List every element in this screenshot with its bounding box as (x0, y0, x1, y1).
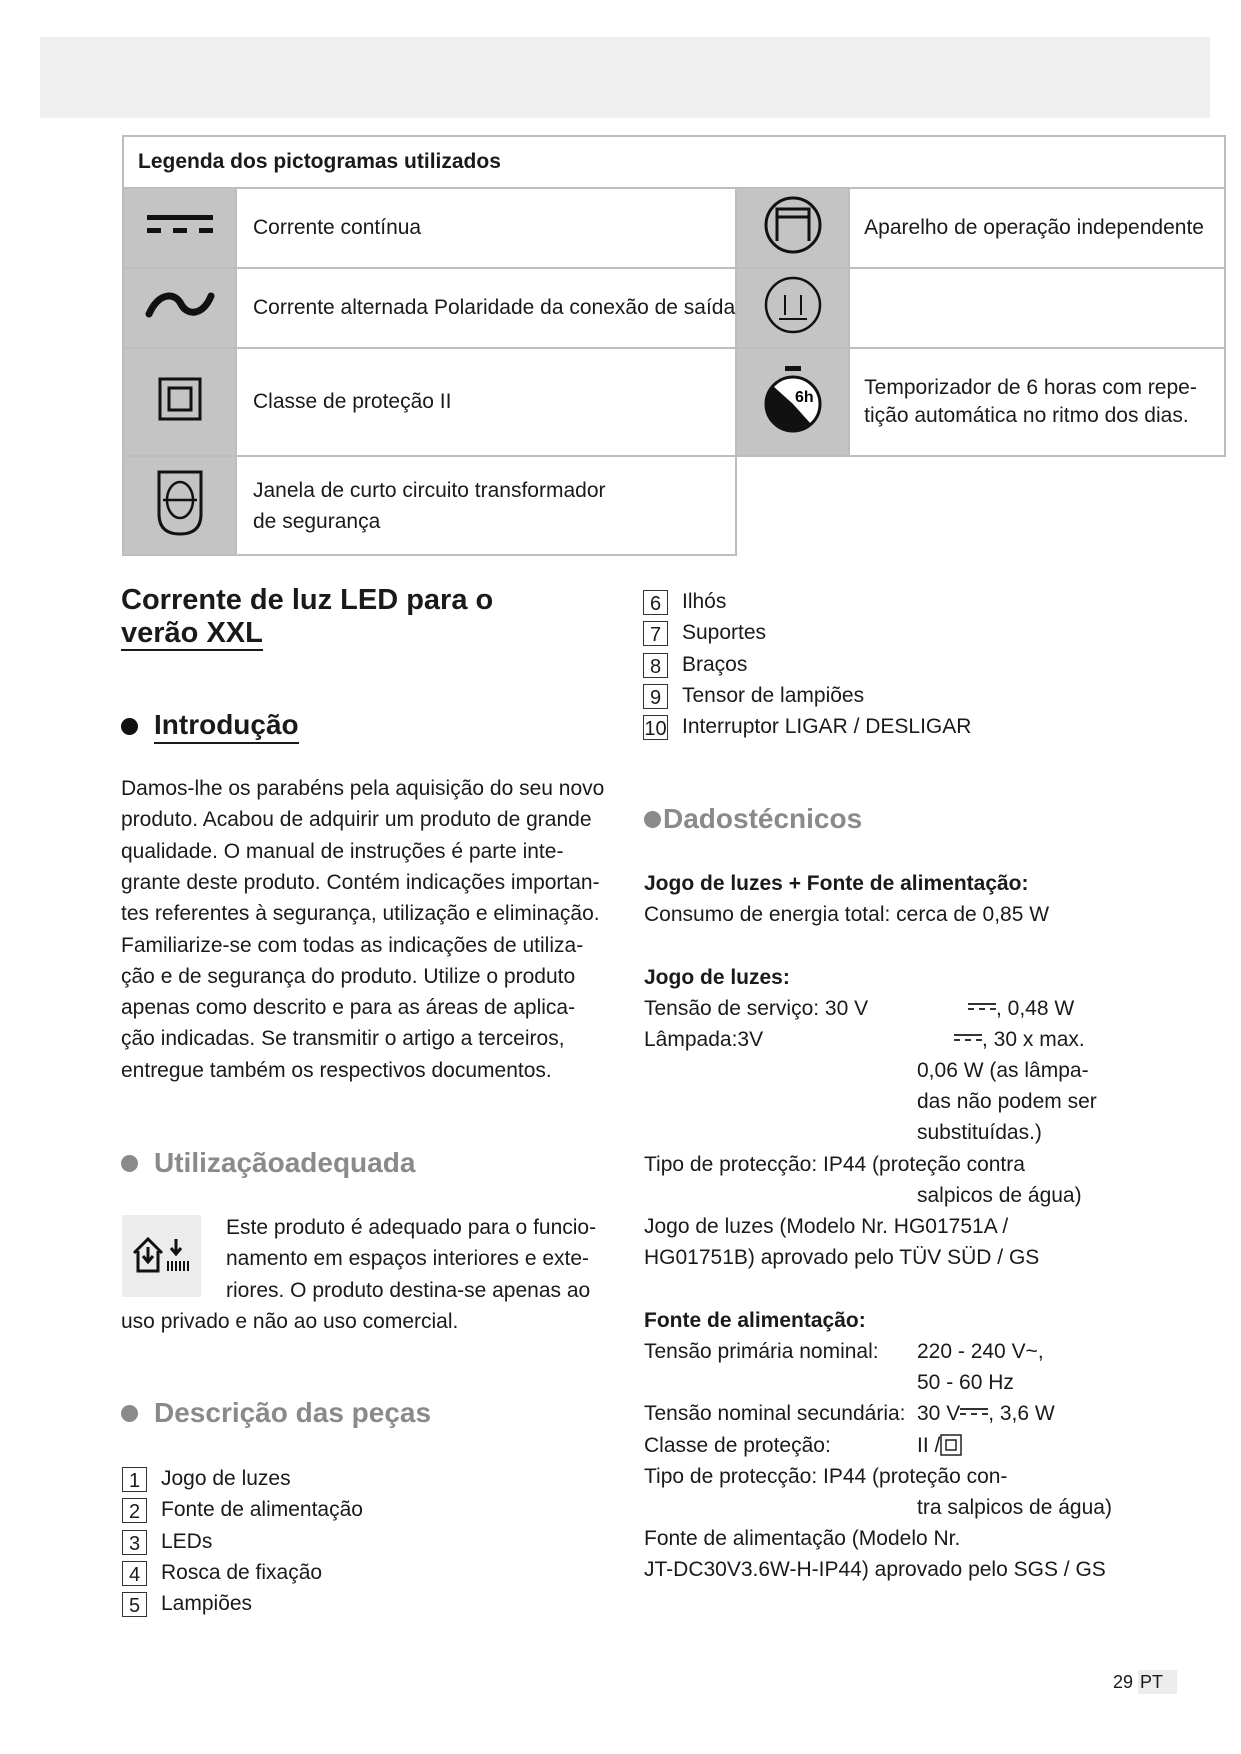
tech-line: Tipo de protecção: IP44 (proteção contra (644, 1153, 1025, 1176)
legend-title: Legenda dos pictogramas utilizados (123, 136, 1225, 188)
direct-current-icon (968, 1003, 996, 1015)
part-number: 6 (643, 590, 668, 615)
tech-line: Jogo de luzes (Modelo Nr. HG01751A / (644, 1215, 1009, 1238)
text-line: ção indicadas. Se transmitir o artigo a terceiros, (121, 1027, 565, 1051)
text-line: namento em espaços interiores e exte- (226, 1247, 590, 1271)
tech-line: HG01751B) aprovado pelo TÜV SÜD / GS (644, 1246, 1040, 1269)
part-number: 10 (643, 715, 668, 740)
section-heading-usage (121, 1146, 415, 1180)
tech-value-text: II / (917, 1434, 941, 1457)
part-label: Jogo de luzes (161, 1467, 291, 1490)
part-item (643, 586, 726, 617)
page-number: 29 (1113, 1672, 1134, 1692)
section-heading-intro (121, 708, 299, 744)
svg-text:6h: 6h (794, 389, 814, 406)
part-label: Tensor de lampiões (682, 683, 865, 707)
tech-line: Tensão de serviço: 30 V (644, 997, 869, 1020)
tech-value: 50 - 60 Hz (917, 1371, 1014, 1394)
text-line: Damos-lhe os parabéns pela aquisição do seu novo (121, 777, 605, 800)
tech-value (917, 1430, 962, 1461)
protection-class-ii-icon (123, 348, 236, 456)
text-line: grante deste produto. Contém indicações importan- (121, 870, 600, 894)
part-number: 5 (122, 1592, 147, 1617)
section-heading-tech (644, 802, 862, 836)
tech-value-text: , 0,48 W (996, 997, 1075, 1020)
tech-subheading: Jogo de luzes + Fonte de alimentação: (644, 872, 1029, 895)
direct-current-icon (960, 1408, 988, 1420)
tech-value-text: , 3,6 W (988, 1402, 1055, 1425)
legend-label-line: de segurança (253, 509, 381, 533)
tech-value (968, 993, 1074, 1024)
tech-line: Classe de proteção: (644, 1434, 831, 1457)
text-line: ção e de segurança do produto. Utilize o produto (121, 964, 576, 988)
part-label: Fonte de alimentação (161, 1498, 363, 1522)
part-label: LEDs (161, 1529, 213, 1553)
bullet-icon (121, 1155, 138, 1172)
part-item (122, 1588, 252, 1619)
part-label: Ilhós (682, 590, 727, 613)
part-item (122, 1526, 212, 1557)
heading-text: Dadostécnicos (663, 803, 863, 834)
alternating-current-icon (123, 268, 236, 348)
tech-subheading: Jogo de luzes: (644, 966, 790, 989)
tech-line: tra salpicos de água) (917, 1496, 1112, 1519)
short-circuit-transformer-icon (123, 456, 236, 555)
tech-value (917, 1398, 1055, 1429)
product-title (121, 584, 493, 650)
legend-label: Classe de proteção II (236, 348, 736, 456)
protection-class-ii-icon (940, 1434, 962, 1456)
part-item (122, 1557, 322, 1588)
tech-line: das não podem ser (917, 1090, 1097, 1113)
part-label: Lampiões (161, 1592, 253, 1616)
part-number: 9 (643, 684, 668, 709)
direct-current-icon (123, 188, 236, 268)
text-line: tes referentes à segurança, utilização e eliminação. (121, 902, 600, 926)
tech-line: substituídas.) (917, 1121, 1042, 1144)
timer-6h-icon (736, 348, 849, 456)
legend-label-line: tição automática no ritmo dos dias. (864, 404, 1189, 427)
indoor-outdoor-icon (122, 1215, 201, 1297)
part-number: 1 (122, 1467, 147, 1492)
text-line: entregue também os respectivos documentos. (121, 1058, 552, 1082)
title-line: Corrente de luz LED para o (121, 584, 494, 616)
part-label: Interruptor LIGAR / DESLIGAR (682, 715, 972, 739)
tech-line: Consumo de energia total: cerca de 0,85 W (644, 903, 1050, 926)
tech-line: Tipo de protecção: IP44 (proteção con- (644, 1465, 1008, 1488)
text-line: apenas como descrito e para as áreas de aplica- (121, 996, 576, 1020)
legend-label: Aparelho de operação independente (849, 188, 1225, 268)
legend-label-line: Temporizador de 6 horas com repe- (864, 376, 1197, 399)
bullet-icon (644, 811, 661, 828)
text-line: qualidade. O manual de instruções é parte inte- (121, 839, 564, 863)
tech-line: Tensão primária nominal: (644, 1340, 879, 1363)
part-item (643, 617, 766, 648)
part-item (643, 680, 864, 711)
page-footer (1113, 1666, 1177, 1698)
tech-value: 220 - 240 V~, (917, 1340, 1044, 1363)
tech-value-text: 30 V (917, 1402, 961, 1425)
language-code: PT (1138, 1670, 1177, 1694)
part-label: Braços (682, 652, 748, 676)
text-line: uso privado e não ao uso comercial. (121, 1309, 459, 1333)
bullet-icon (121, 1405, 138, 1422)
heading-text: Descrição das peças (154, 1397, 432, 1428)
tech-subheading: Fonte de alimentação: (644, 1309, 866, 1332)
tech-value (954, 1024, 1085, 1055)
heading-text: Introdução (154, 708, 299, 744)
part-item (643, 649, 747, 680)
tech-line: Tensão nominal secundária: (644, 1402, 906, 1425)
part-number: 7 (643, 621, 668, 646)
legend-label (236, 456, 736, 555)
independent-operation-icon (736, 188, 849, 268)
text-line: Familiarize-se com todas as indicações de utiliza- (121, 933, 584, 957)
title-line: verão XXL (121, 617, 263, 649)
tech-line: JT-DC30V3.6W-H-IP44) aprovado pelo SGS / GS (644, 1558, 1106, 1581)
header-bar (40, 37, 1210, 118)
part-number: 3 (122, 1530, 147, 1555)
part-number: 2 (122, 1498, 147, 1523)
part-number: 4 (122, 1561, 147, 1586)
heading-text: Utilizaçãoadequada (154, 1147, 416, 1178)
part-item (122, 1463, 291, 1494)
part-label: Suportes (682, 621, 767, 645)
tech-value-text: , 30 x max. (982, 1028, 1085, 1051)
pictogram-legend-table (122, 135, 1226, 556)
part-item (122, 1494, 363, 1525)
text-line: riores. O produto destina-se apenas ao (226, 1278, 591, 1302)
section-heading-parts (121, 1396, 431, 1430)
tech-line: Fonte de alimentação (Modelo Nr. (644, 1527, 961, 1550)
part-item (643, 711, 971, 742)
text-line: Este produto é adequado para o funcio- (226, 1216, 597, 1239)
legend-label (849, 348, 1225, 456)
legend-label: Corrente alternada Polaridade da conexão de saída (236, 268, 736, 348)
legend-label: Corrente contínua (236, 188, 736, 268)
part-label: Rosca de fixação (161, 1560, 323, 1584)
text-line: produto. Acabou de adquirir um produto de grande (121, 808, 592, 832)
direct-current-icon (954, 1034, 982, 1046)
part-number: 8 (643, 653, 668, 678)
tech-line: salpicos de água) (917, 1184, 1082, 1207)
bullet-icon (121, 718, 138, 735)
tech-line: 0,06 W (as lâmpa- (917, 1059, 1089, 1082)
polarity-icon (736, 268, 849, 348)
tech-line: Lâmpada:3V (644, 1028, 764, 1051)
legend-label-line: Janela de curto circuito transformador (253, 478, 606, 502)
